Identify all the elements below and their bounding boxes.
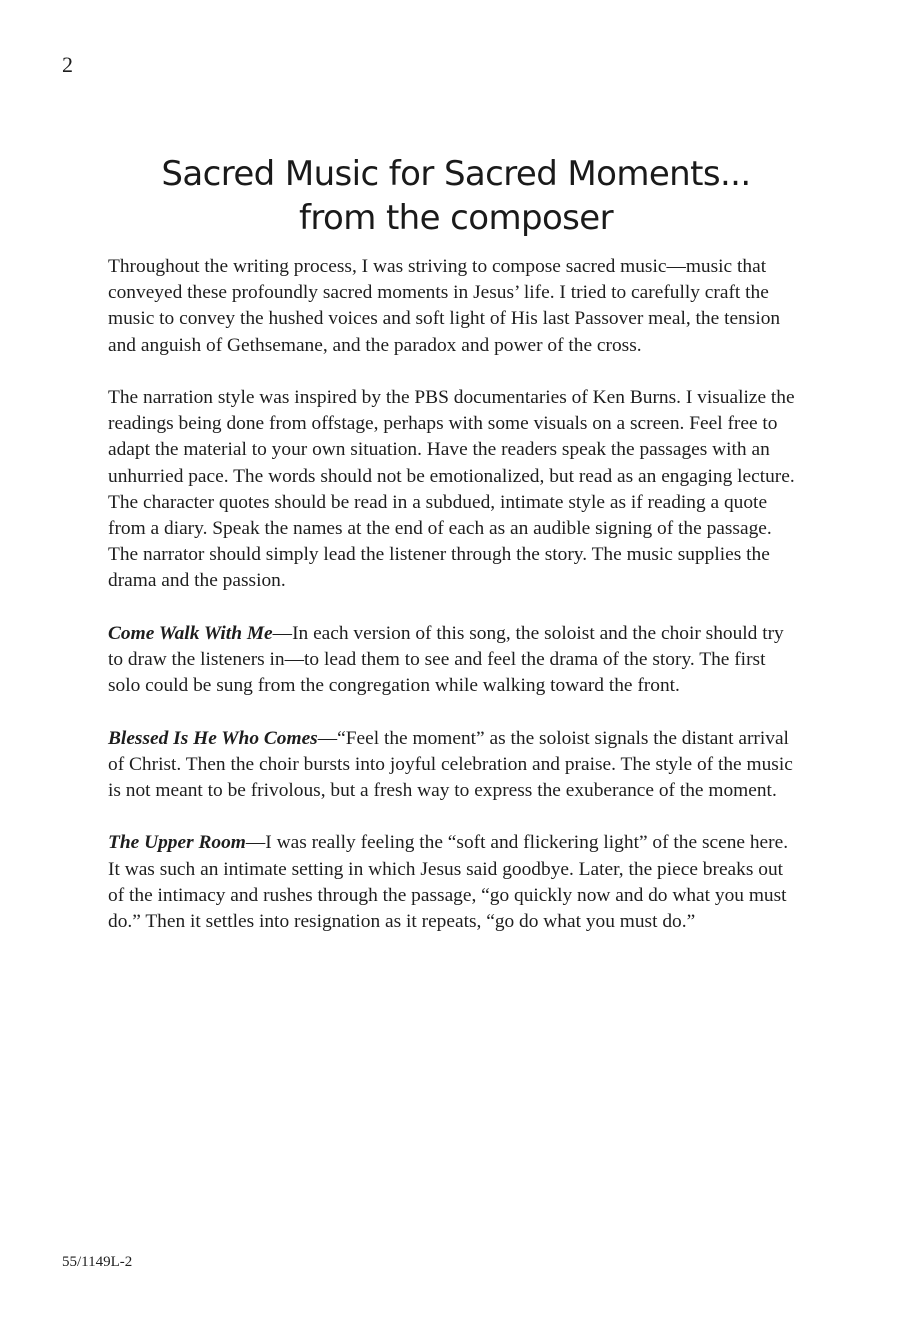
paragraph-narration bbox=[108, 385, 798, 595]
paragraph-come-walk-with-me bbox=[108, 621, 798, 700]
body-text bbox=[108, 254, 798, 961]
paragraph-text: Throughout the writing process, I was striving to compose sacred music—music that conveyed these profoundly sacred moments in Jesus’ life. I tried to carefully craft the music to convey the hushed voices and soft light of His last Passover meal, the tension and anguish of Gethsemane, and the paradox and power of the cross. bbox=[108, 256, 781, 356]
title-line-2: from the composer bbox=[299, 198, 613, 238]
song-title: The Upper Room bbox=[108, 832, 246, 854]
title-line-1: Sacred Music for Sacred Moments... bbox=[161, 154, 751, 194]
paragraph-text: —I was really feeling the “soft and flickering light” of the scene here. It was such an intimate setting in which Jesus said goodbye. Later, the piece breaks out of the intimacy and rushes through the passage, “go quickly now and do what you must do.” Then it settles into resignation as it repeats, “go do what you must do.” bbox=[108, 832, 789, 933]
paragraph-intro bbox=[108, 254, 798, 359]
paragraph-text: —In each version of this song, the soloist and the choir should try to draw the listeners in—to lead them to see and feel the drama of the story. The first solo could be sung from the congregation while walking toward the front. bbox=[108, 622, 784, 697]
song-title: Blessed Is He Who Comes bbox=[108, 727, 318, 749]
paragraph-text: The narration style was inspired by the PBS documentaries of Ken Burns. I visualize the readings being done from offstage, perhaps with some visuals on a screen. Feel free to adapt the material to your own situation. Have the readers speak the passages with an unhurried pace. The words should not be emotionalized, but read as an engaging lecture. The character quotes should be read in a subdued, intimate style as if reading a quote from a diary. Speak the names at the end of each as an audible signing of the passage. The narrator should simply lead the listener through the story. The music supplies the drama and the passion. bbox=[108, 387, 795, 592]
page-number: 2 bbox=[62, 52, 73, 77]
paragraph-upper-room bbox=[108, 830, 798, 935]
catalog-code: 55/1149L-2 bbox=[62, 1254, 133, 1270]
paragraph-text: —“Feel the moment” as the soloist signals the distant arrival of Christ. Then the choir bursts into joyful celebration and praise. The style of the music is not meant to be frivolous, but a fresh way to express the exuberance of the moment. bbox=[108, 727, 793, 802]
paragraph-blessed-is-he bbox=[108, 726, 798, 805]
page-title bbox=[100, 152, 812, 240]
song-title: Come Walk With Me bbox=[108, 622, 273, 644]
